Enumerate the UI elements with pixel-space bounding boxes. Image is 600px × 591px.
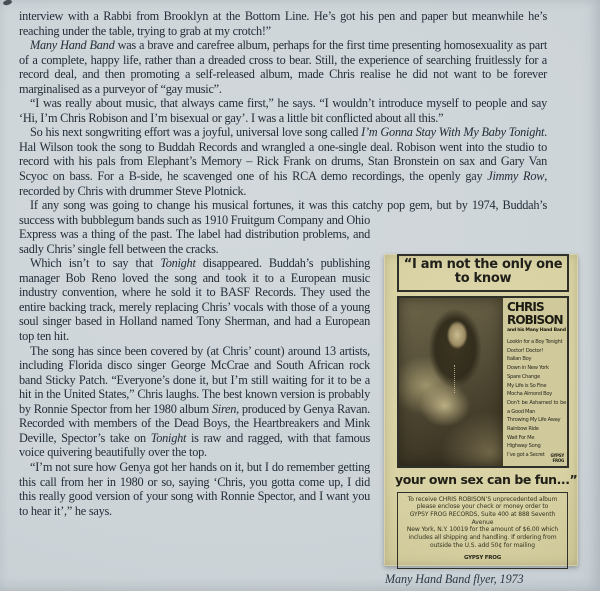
body-text: “I’m not sure how Genya got her hands on it, but I do remember getting this call from her in 1980 or so, saying ‘Chris, you gotta come up, I did this really good version of your song with Ronnie Spector, and I want you to hear it’,” he says. (19, 459, 370, 518)
italic-text: Tonight (150, 430, 187, 445)
flyer-scan (384, 254, 578, 566)
body-text: “I was really about music, that always came first,” he says. “I wouldn’t introduce myself to people and say ‘Hi, I’m Chris Robison and I’m bisexual or gay’. I was a little bit conflicted about all this.” (19, 96, 547, 125)
flyer-headline-box (397, 254, 569, 292)
order-info-line: includes all shipping and handling. If ordering from (408, 534, 557, 542)
body-text: interview with a Rabbi from Brooklyn at the Bottom Line. He’s got his pen and paper but meanwhile he’s reaching under the table, trying to grab at my crotch!” (19, 9, 547, 38)
body-text: was a brave and carefree album, perhaps for the first time presenting homosexuality as part of a complete, happy life, rather than a dreaded cross to bear. Still, the experience of searching fruitlessly for a record deal, and then promoting a self-released album, made Chris realise he did not want to be forever marginalised as a purveyor of “gay music”. (19, 38, 547, 96)
order-info-line: New York, N.Y. 10019 for the amount of $6.00 which (406, 526, 559, 534)
body-text: , produced by Genya Ravan. Recorded with members of the Dead Boys, the Heartbreakers and Mink Deville, Spector’s take on (19, 401, 370, 445)
track-item: I’ve got a Secret (507, 452, 545, 459)
flyer-main-box (397, 296, 569, 468)
track-item: Italian Boy (507, 356, 532, 363)
body-text: , recorded by Chris with drummer Steve Plotnick. (19, 169, 548, 198)
italic-text: Siren (211, 401, 237, 416)
body-text: The song has since been covered by (at Chris’ count) around 13 artists, including Florida disco singer George McCrae and South African rock band Sticky Patch. “Everyone’s done it, but I’m still waiting for it to be a hit in the United States,” Chris laughs. The best known version is probably by Ronnie Spector from her 1980 album (19, 343, 370, 416)
italic-text: I’m Gonna Stay With My Baby Tonight (361, 125, 545, 140)
order-info-line: outside the U.S. add 50¢ for mailing (430, 541, 535, 549)
track-item: Lookin for a Boy Tonight (507, 339, 563, 345)
body-text: So his next songwriting effort was a joyful, universal love song called (30, 125, 362, 140)
track-item: Highway Song (507, 443, 541, 450)
track-item: Spare Change (507, 373, 540, 380)
necklace-detail (454, 365, 455, 393)
order-info-line: To receive CHRIS ROBISON’S unprecedented album (407, 495, 558, 503)
flyer-tagline: your own sex can be fun...” (395, 472, 578, 487)
track-list (507, 338, 566, 460)
track-item: Down in New York (507, 365, 549, 372)
track-item: Don’t be Ashamed to be a Good Man (507, 399, 566, 415)
paragraph (19, 96, 547, 125)
paragraph (19, 9, 547, 38)
gypsy-frog-logo: GYPSY FROG (464, 554, 501, 561)
chris-robison-photo (399, 298, 503, 466)
flyer-headline-line1: “I am not the only one (403, 257, 563, 272)
flyer-caption: Many Hand Band flyer, 1973 (385, 572, 524, 586)
paragraph (19, 38, 547, 96)
body-text: Which isn’t to say that (30, 256, 161, 271)
order-info-line: GYPSY FROG RECORDS, Suite 400 at 888 Seventh Avenue (409, 510, 556, 526)
order-info (400, 496, 565, 550)
track-item: Mocha Almond Boy (507, 391, 553, 398)
body-text: . Hal Wilson took the song to Buddah Records and wrangled a one-single deal. Robison went into the studio to record with his pals from Elephant’s Memory – Rick Frank on drums, Stan Bronstein on sax and Gary Van Scyoc on bass. For a B-side, he scavenged one of his RCA demo recordings, the openly gay (19, 125, 547, 184)
flyer-order-box (397, 492, 568, 569)
italic-text: Tonight (160, 256, 196, 271)
track-item: Doctor! Doctor! (507, 347, 544, 354)
order-info-line: please enclose your check or money order to (416, 503, 549, 511)
gypsy-frog-mini-logo: GYPSY FROG (550, 453, 564, 463)
flyer-figure (384, 240, 578, 587)
body-text: disappeared. Buddah’s publishing manager Bob Reno loved the song and took it to a European music industry convention, where he sold it to BASF Records. They used the entire backing track, merely replacing Chris’ vocals with those of a young soul singer based in Holland named Tony Sherman, and had a European top ten hit. (19, 256, 370, 344)
scan-speck (3, 0, 13, 6)
paragraph (19, 125, 547, 198)
track-item: Rainbow Ride (507, 426, 539, 433)
artist-name-line1: CHRIS (507, 300, 544, 314)
italic-text: Jimmy Row (487, 169, 545, 184)
italic-text: Many Hand Band (30, 38, 115, 53)
flyer-headline-line2: to know (454, 271, 512, 286)
flyer-side-column (503, 298, 567, 466)
track-item: Throwing My Life Away (507, 417, 561, 424)
artist-name-line2: ROBISON (507, 312, 563, 327)
track-item: My Life is So Fine (507, 382, 547, 389)
body-text: is raw and ragged, with that famous voice quivering beautifully over the top. (19, 430, 370, 460)
track-item: Wait For Me (507, 434, 535, 441)
body-text: If any song was going to change his musical fortunes, it was this catchy pop gem, but by 1974, Buddah’s success with bubblegum bands such as 1910 Fruitgum Company and Ohio Express was a thing of the past. The label had distribution problems, and sadly Chris’ single fell between the cracks. (19, 198, 547, 256)
artist-subtitle: and his Many Hand Band (507, 328, 566, 333)
